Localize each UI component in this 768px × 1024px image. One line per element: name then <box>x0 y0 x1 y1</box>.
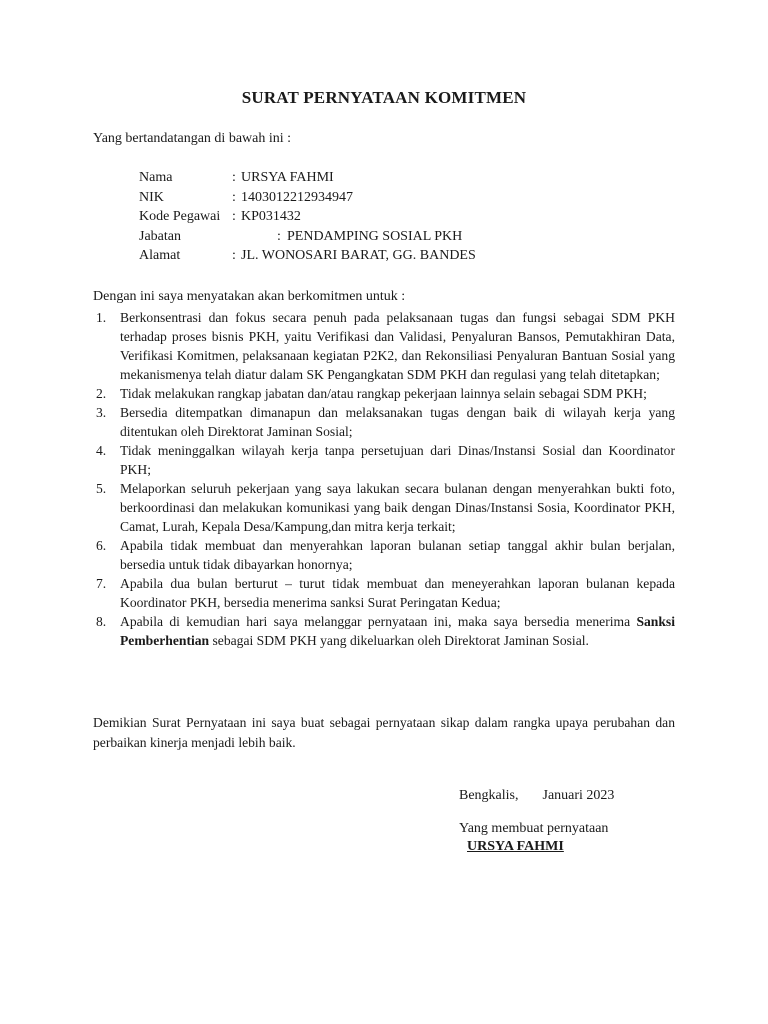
list-item-number: 5. <box>96 481 107 496</box>
identity-value: URSYA FAHMI <box>241 170 334 185</box>
list-item-number: 1. <box>96 310 107 325</box>
intro-text: Yang bertandatangan di bawah ini : <box>93 131 292 146</box>
list-item <box>93 308 675 384</box>
identity-separator: : <box>232 248 236 263</box>
identity-separator: : <box>232 170 236 185</box>
list-item-text: Apabila dua bulan berturut – turut tidak membuat dan meneyerahkan laporan bulanan kepada Koordinator PKH, bersedia menerima sanksi Surat Peringatan Kedua; <box>120 576 675 610</box>
sanction-emphasis: Sanksi Pemberhentian <box>120 614 675 648</box>
list-item-text-part: Apabila di kemudian hari saya melanggar pernyataan ini, maka saya bersedia menerima <box>120 614 637 629</box>
identity-label: Jabatan <box>139 228 181 244</box>
list-item-number: 2. <box>96 386 107 401</box>
identity-label: NIK <box>139 189 164 205</box>
identity-value: KP031432 <box>241 209 301 224</box>
list-item-text: Apabila tidak membuat dan menyerahkan laporan bulanan setiap tanggal akhir bulan berjalan, bersedia untuk tidak dibayarkan honornya; <box>120 538 675 572</box>
list-item <box>93 479 675 536</box>
list-item-number: 6. <box>96 538 107 553</box>
list-item <box>93 536 675 574</box>
identity-separator: : <box>232 209 236 224</box>
identity-separator: : <box>277 228 281 244</box>
list-item <box>93 441 675 479</box>
list-item-number: 4. <box>96 443 107 458</box>
signer-name: URSYA FAHMI <box>467 839 564 854</box>
list-item-text: Berkonsentrasi dan fokus secara penuh pada pelaksanaan tugas dan fungsi sebagai SDM PKH terhadap proses bisnis PKH, yaitu Verifikasi dan Validasi, Penyaluran Bansos, Pemutakhiran Data, Verifikasi Komitmen, pelaksanaan kegiatan P2K2, dan Rekonsiliasi Penyaluran Bantuan Sosial yang mekanismenya telah diatur dalam SK Pengangkatan SDM PKH dan regulasi yang telah ditetapkan; <box>120 310 675 382</box>
closing-paragraph: Demikian Surat Pernyataan ini saya buat sebagai pernyataan sikap dalam rangka upaya perubahan dan perbaikan kinerja menjadi lebih baik. <box>93 715 675 750</box>
signer-label: Yang membuat pernyataan <box>459 821 609 836</box>
identity-label: Nama <box>139 170 173 185</box>
list-item <box>93 574 675 612</box>
list-item <box>93 612 675 650</box>
commitment-intro: Dengan ini saya menyatakan akan berkomitmen untuk : <box>93 289 406 304</box>
list-item-text-part: sebagai SDM PKH yang dikeluarkan oleh Direktorat Jaminan Sosial. <box>209 633 589 648</box>
identity-label: Alamat <box>139 248 181 263</box>
list-item <box>93 384 675 403</box>
identity-label: Kode Pegawai <box>139 209 221 224</box>
signature-date: Januari 2023 <box>542 788 615 803</box>
list-item-text <box>120 612 675 650</box>
identity-value: 1403012212934947 <box>241 189 353 205</box>
identity-value: JL. WONOSARI BARAT, GG. BANDES <box>241 248 476 263</box>
place-date <box>459 786 614 805</box>
commitment-list <box>93 308 675 650</box>
list-item-text: Melaporkan seluruh pekerjaan yang saya lakukan secara bulanan dengan menyerahkan bukti foto, berkoordinasi dan melakukan komunikasi yang baik dengan Dinas/Instansi Sosia, Koordinator PKH, Camat, Lurah, Kepala Desa/Kampung,dan mitra kerja terkait; <box>120 481 675 534</box>
document-title: SURAT PERNYATAAN KOMITMEN <box>241 88 527 107</box>
signature-place: Bengkalis, <box>459 788 519 803</box>
list-item-text: Tidak meninggalkan wilayah kerja tanpa persetujuan dari Dinas/Instansi Sosial dan Koordinator PKH; <box>120 443 675 477</box>
list-item-number: 7. <box>96 576 107 591</box>
list-item-number: 8. <box>96 614 107 629</box>
list-item-text: Bersedia ditempatkan dimanapun dan melaksanakan tugas dengan baik di wilayah kerja yang ditentukan oleh Direktorat Jaminan Sosial; <box>120 405 675 439</box>
list-item <box>93 403 675 441</box>
identity-separator: : <box>232 189 236 205</box>
identity-value: PENDAMPING SOSIAL PKH <box>287 228 463 244</box>
list-item-number: 3. <box>96 405 107 420</box>
list-item-text: Tidak melakukan rangkap jabatan dan/atau rangkap pekerjaan lainnya selain sebagai SDM PKH; <box>120 386 647 401</box>
